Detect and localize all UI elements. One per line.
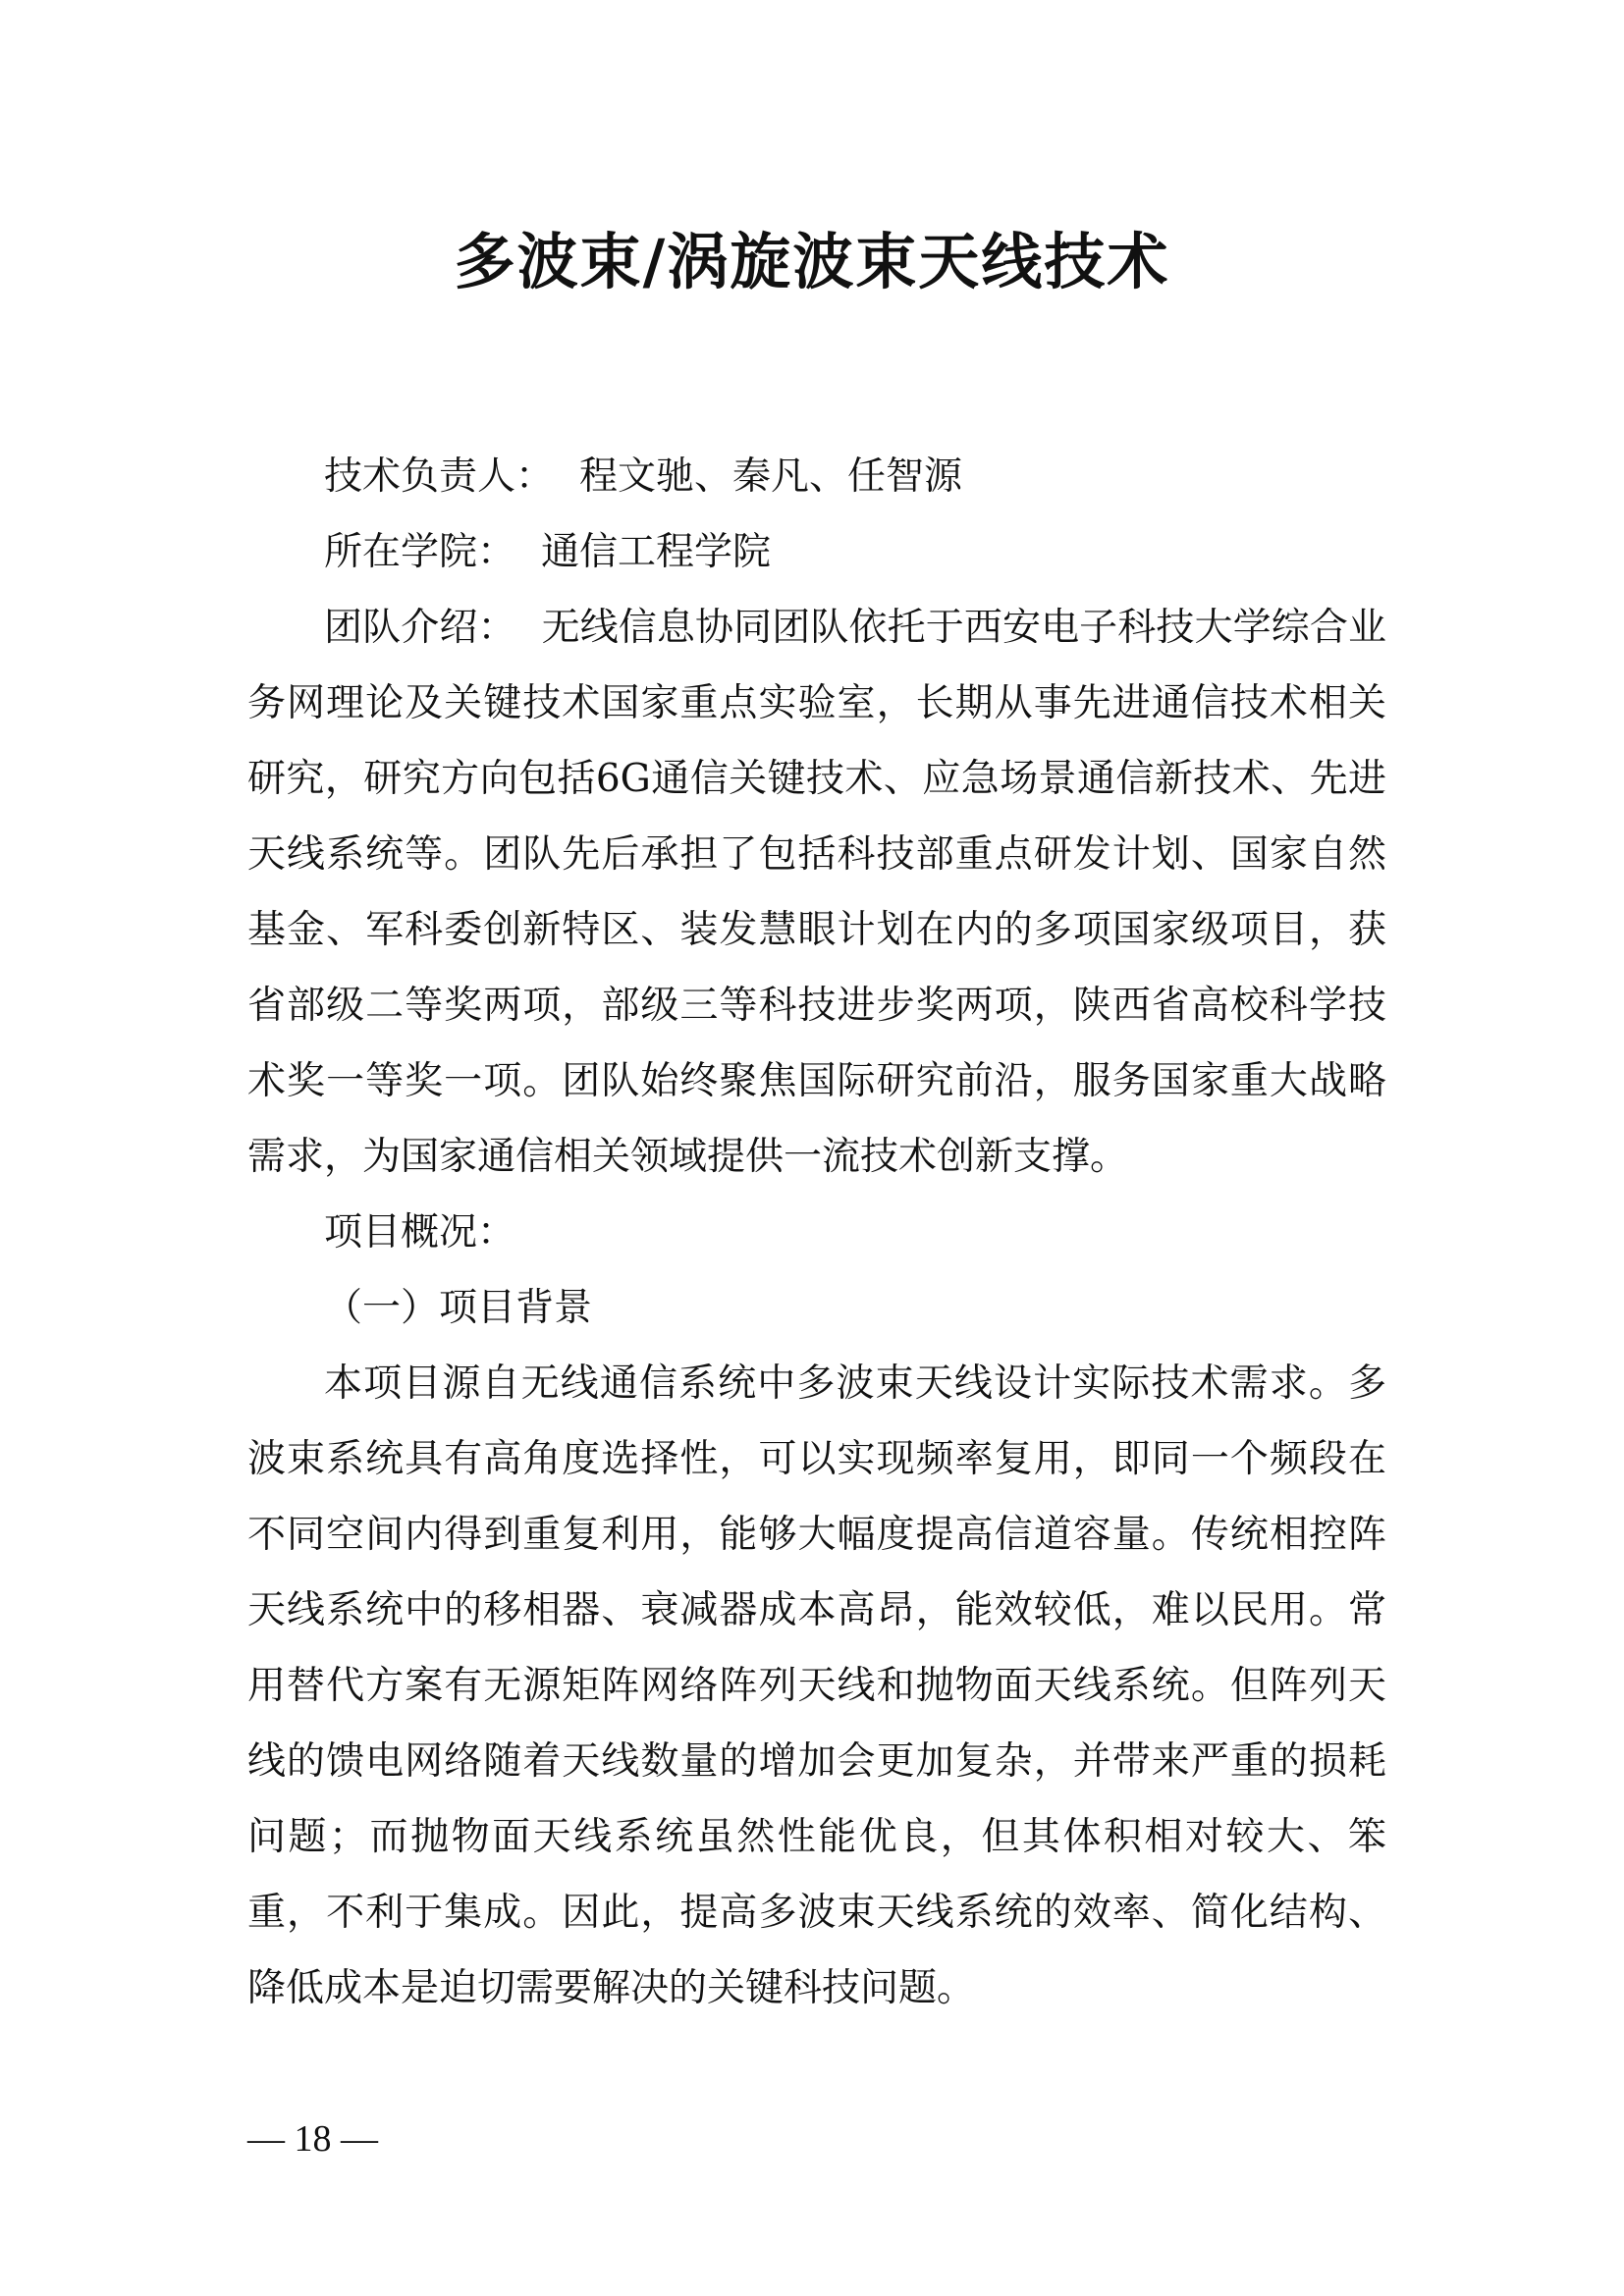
tech-lead-label: 技术负责人： (324, 454, 555, 499)
tech-lead-field (247, 439, 1386, 514)
team-intro-value: 无线信息协同团队依托于西安电子科技大学综合业务网理论及关键技术国家重点实验室，长期从事先进通信技术相关研究，研究方向包括6G通信关键技术、应急场景通信新技术、先进天线系统等。团队先后承担了包括科技部重点研发计划、国家自然基金、军科委创新特区、装发慧眼计划在内的多项国家级项目，获省部级二等奖两项，部级三等科技进步奖两项，陕西省高校科学技术奖一等奖一项。团队始终聚焦国际研究前沿，服务国家重大战略需求，为国家通信相关领域提供一流技术创新支撑。 (247, 606, 1386, 1179)
team-intro-label: 团队介绍： (324, 606, 516, 650)
page-title: 多波束/涡旋波束天线技术 (454, 226, 1170, 297)
college-value: 通信工程学院 (541, 530, 772, 574)
page-number: — 18 — (247, 2118, 378, 2160)
team-intro-field (247, 590, 1386, 1195)
document-body (247, 439, 1386, 2026)
college-field (247, 514, 1386, 590)
section-body: 本项目源自无线通信系统中多波束天线设计实际技术需求。多波束系统具有高角度选择性，可以实现频率复用，即同一个频段在不同空间内得到重复利用，能够大幅度提高信道容量。传统相控阵天线系统中的移相器、衰减器成本高昂，能效较低，难以民用。常用替代方案有无源矩阵网络阵列天线和抛物面天线系统。但阵列天线的馈电网络随着天线数量的增加会更加复杂，并带来严重的损耗问题；而抛物面天线系统虽然性能优良，但其体积相对较大、笨重，不利于集成。因此，提高多波束天线系统的效率、简化结构、降低成本是迫切需要解决的关键科技问题。 (247, 1362, 1386, 2010)
tech-lead-value: 程文驰、秦凡、任智源 (579, 454, 963, 499)
overview-heading: 项目概况： (324, 1210, 516, 1255)
section-heading: （一）项目背景 (324, 1286, 593, 1330)
college-label: 所在学院： (324, 530, 516, 574)
